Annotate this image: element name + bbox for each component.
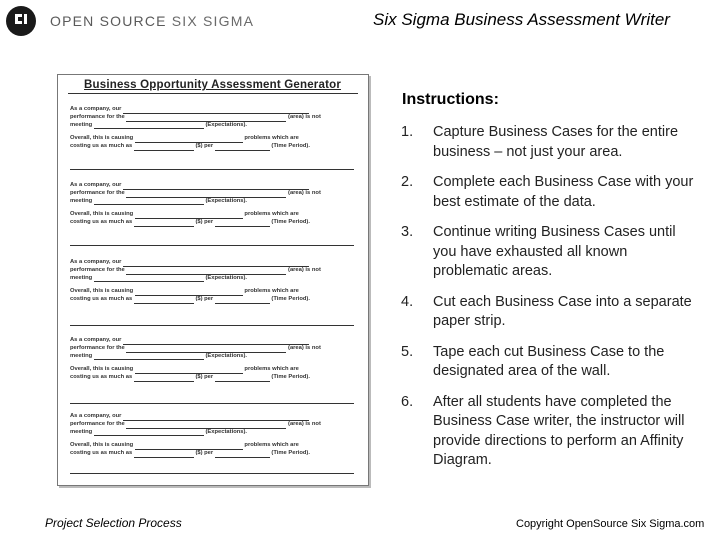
form-line5-prefix: costing us as much as (70, 143, 133, 150)
form-line3-prefix: meeting (70, 352, 93, 359)
form-line4-prefix: Overall, this is causing (70, 366, 134, 373)
form-line4-suffix: problems which are (244, 288, 299, 295)
form-line5-suffix: (Time Period). (271, 450, 310, 457)
form-line3-suffix: (Expectations). (205, 428, 248, 435)
form-line5-mid: ($) per (195, 374, 214, 381)
form-line1-prefix: As a company, our (70, 106, 122, 112)
footer-copyright: Copyright OpenSource Six Sigma.com (516, 518, 705, 530)
form-line5-mid: ($) per (195, 296, 214, 303)
form-line2-prefix: performance for the (70, 113, 125, 120)
form-line2-suffix: (area) is not (288, 266, 321, 273)
form-line4-prefix: Overall, this is causing (70, 442, 134, 449)
form-block (70, 259, 356, 304)
form-separator (70, 473, 354, 474)
list-item (401, 343, 701, 382)
form-line4-prefix: Overall, this is causing (70, 288, 134, 295)
form-line5-mid: ($) per (195, 219, 214, 226)
list-item (401, 393, 701, 471)
form-line5-prefix: costing us as much as (70, 296, 133, 303)
form-line4-suffix: problems which are (244, 211, 299, 218)
form-line5-mid: ($) per (195, 450, 214, 457)
form-line2-suffix: (area) is not (288, 344, 321, 351)
form-line5-prefix: costing us as much as (70, 219, 133, 226)
form-line5-suffix: (Time Period). (271, 143, 310, 150)
form-line5-prefix: costing us as much as (70, 374, 133, 381)
form-line5-mid: ($) per (195, 143, 214, 150)
form-line5-suffix: (Time Period). (271, 219, 310, 226)
form-block (70, 106, 356, 151)
step-number: 6. (401, 393, 414, 410)
instructions-heading: Instructions: (402, 91, 499, 108)
form-line4-suffix: problems which are (244, 135, 299, 142)
brand-logo-icon (6, 6, 36, 36)
list-item (401, 293, 701, 332)
form-line3-prefix: meeting (70, 428, 93, 435)
form-line3-prefix: meeting (70, 121, 93, 128)
step-text: Cut each Business Case into a separate paper strip. (433, 293, 692, 329)
form-line4-suffix: problems which are (244, 442, 299, 449)
form-separator (70, 169, 354, 170)
step-number: 3. (401, 224, 414, 240)
step-number: 2. (401, 174, 414, 190)
form-line2-prefix: performance for the (70, 420, 125, 427)
step-text: Capture Business Cases for the entire business – not just your area. (433, 124, 679, 160)
form-line4-prefix: Overall, this is causing (70, 135, 134, 142)
form-line5-suffix: (Time Period). (271, 374, 310, 381)
form-line3-prefix: meeting (70, 197, 93, 204)
form-line1-prefix: As a company, our (70, 259, 122, 265)
form-line2-suffix: (area) is not (288, 113, 321, 120)
list-item (401, 223, 701, 282)
form-line1-prefix: As a company, our (70, 413, 122, 419)
slide-title: Six Sigma Business Assessment Writer (373, 10, 670, 29)
step-text: Complete each Business Case with your best estimate of the data. (433, 174, 694, 210)
brand-name (50, 13, 254, 29)
step-text: Continue writing Business Cases until you have exhausted all known problematic areas. (433, 224, 676, 279)
form-block (70, 337, 356, 382)
form-line2-suffix: (area) is not (288, 189, 321, 196)
form-separator (70, 403, 354, 404)
step-text: Tape each cut Business Case to the designated area of the wall. (433, 343, 665, 379)
form-line2-prefix: performance for the (70, 189, 125, 196)
form-line3-suffix: (Expectations). (205, 121, 248, 128)
form-block (70, 182, 356, 227)
step-number: 4. (401, 293, 414, 310)
form-line5-prefix: costing us as much as (70, 450, 133, 457)
brand-accent: SIX SIGMA (171, 13, 255, 29)
form-separator (70, 245, 354, 246)
footer-section-label: Project Selection Process (45, 516, 182, 530)
form-line3-suffix: (Expectations). (205, 274, 248, 281)
instructions-list (401, 123, 701, 482)
form-line2-prefix: performance for the (70, 266, 125, 273)
brand-logo (6, 6, 254, 36)
form-line3-suffix: (Expectations). (205, 352, 248, 359)
form-line1-prefix: As a company, our (70, 337, 122, 343)
form-title-rule (68, 93, 358, 94)
form-title: Business Opportunity Assessment Generator (84, 79, 342, 91)
form-block (70, 413, 356, 458)
step-text: After all students have completed the Business Case writer, the instructor will provide directions to perform an Affinity Diagram. (433, 393, 685, 468)
form-line3-prefix: meeting (70, 274, 93, 281)
step-number: 5. (401, 343, 414, 360)
form-separator (70, 325, 354, 326)
brand-prefix: OPEN SOURCE (50, 13, 167, 29)
step-number: 1. (401, 124, 414, 140)
form-line2-prefix: performance for the (70, 344, 125, 351)
form-line2-suffix: (area) is not (288, 420, 321, 427)
form-line5-suffix: (Time Period). (271, 296, 310, 303)
form-line4-prefix: Overall, this is causing (70, 211, 134, 218)
form-line3-suffix: (Expectations). (205, 197, 248, 204)
form-line1-prefix: As a company, our (70, 182, 122, 188)
assessment-form-image (57, 74, 369, 486)
form-line4-suffix: problems which are (244, 366, 299, 373)
list-item (401, 123, 701, 162)
list-item (401, 173, 701, 212)
